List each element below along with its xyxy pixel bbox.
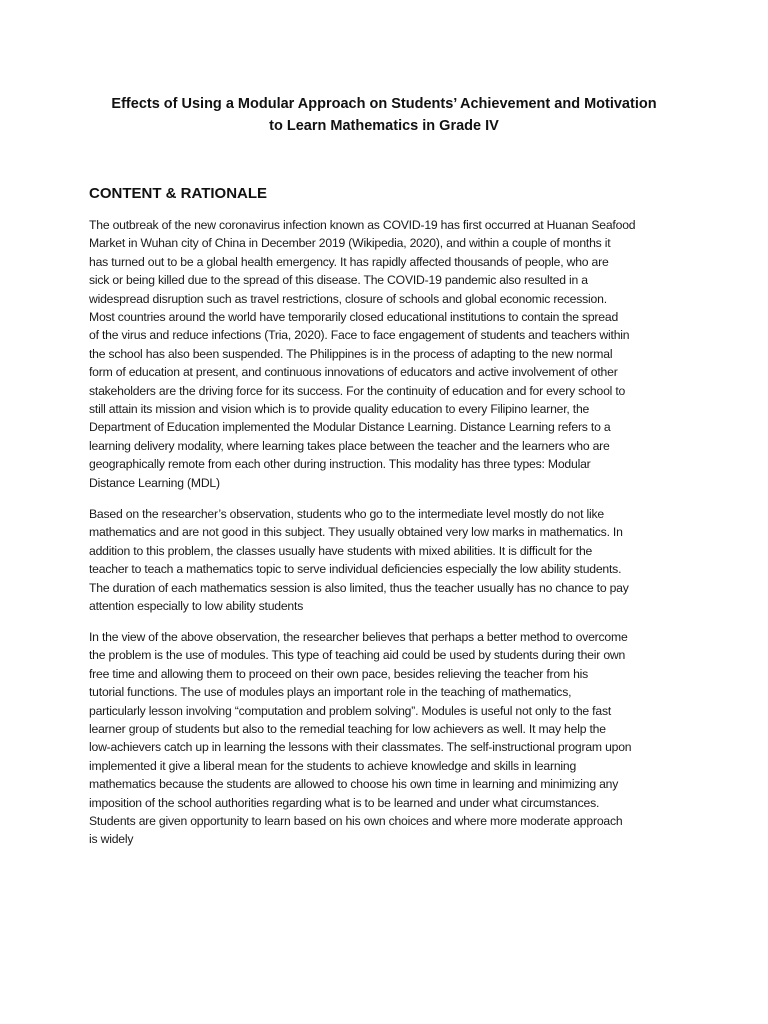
- paragraph-modules: [89, 628, 693, 849]
- text-line: Students are given opportunity to learn based on his own choices and where more moderate approach: [89, 814, 623, 829]
- text-line: the problem is the use of modules. This type of teaching aid could be used by students during their own: [89, 648, 626, 663]
- text-line: widespread disruption such as travel restrictions, closure of schools and global economic recession.: [89, 291, 607, 306]
- text-line: learning delivery modality, where learning takes place between the teacher and the learners who are: [89, 438, 610, 453]
- text-line: particularly lesson involving “computation and problem solving”. Modules is useful not only to the fast: [89, 703, 612, 718]
- text-line: free time and allowing them to proceed on their own pace, besides relieving the teacher from his: [89, 666, 589, 681]
- title-line: to Learn Mathematics in Grade IV: [269, 118, 499, 134]
- text-line: Distance Learning (MDL): [89, 475, 220, 490]
- text-line: attention especially to low ability students: [89, 599, 304, 614]
- paragraph-observation: [89, 505, 693, 615]
- text-line: Department of Education implemented the Modular Distance Learning. Distance Learning refers to a: [89, 420, 611, 435]
- text-line: the school has also been suspended. The Philippines is in the process of adapting to the new normal: [89, 346, 613, 361]
- text-line: The outbreak of the new coronavirus infection known as COVID-19 has first occurred at Huanan Seafood: [89, 218, 636, 232]
- text-line: learner group of students but also to the remedial teaching for low achievers as well. It may help the: [89, 722, 606, 737]
- text-line: low-achievers catch up in learning the lessons with their classmates. The self-instructional program upon: [89, 740, 632, 755]
- document-title: [70, 93, 698, 137]
- text-line: teacher to teach a mathematics topic to serve individual deficiencies especially the low ability students.: [89, 562, 622, 577]
- text-line: Most countries around the world have temporarily closed educational institutions to contain the spread: [89, 310, 619, 325]
- text-line: In the view of the above observation, the researcher believes that perhaps a better method to overcome: [89, 630, 628, 644]
- text-line: addition to this problem, the classes usually have students with mixed abilities. It is difficult for the: [89, 543, 593, 558]
- text-line: of the virus and reduce infections (Tria, 2020). Face to face engagement of students and teachers within: [89, 328, 630, 343]
- text-line: Based on the researcher’s observation, students who go to the intermediate level mostly do not like: [89, 507, 604, 521]
- text-line: tutorial functions. The use of modules plays an important role in the teaching of mathematics,: [89, 685, 572, 700]
- section-heading: CONTENT & RATIONALE: [89, 185, 268, 202]
- text-line: implemented it give a liberal mean for the students to achieve knowledge and skills in learning: [89, 758, 577, 773]
- text-line: form of education at present, and continuous innovations of educators and active involvement of other: [89, 365, 618, 380]
- text-line: imposition of the school authorities regarding what is to be learned and under what circumstances.: [89, 795, 600, 810]
- text-line: has turned out to be a global health emergency. It has rapidly affected thousands of people, who are: [89, 254, 609, 269]
- text-line: geographically remote from each other during instruction. This modality has three types: Modular: [89, 457, 591, 472]
- text-line: sick or being killed due to the spread of this disease. The COVID-19 pandemic also resulted in a: [89, 273, 588, 288]
- text-line: The duration of each mathematics session is also limited, thus the teacher usually has no chance to pay: [89, 580, 629, 595]
- text-line: is widely: [89, 832, 134, 847]
- paragraph-covid-background: [89, 216, 693, 492]
- title-line: Effects of Using a Modular Approach on Students’ Achievement and Motivation: [111, 96, 657, 112]
- text-line: Market in Wuhan city of China in December 2019 (Wikipedia, 2020), and within a couple of months it: [89, 236, 611, 251]
- text-line: stakeholders are the driving force for its success. For the continuity of education and for every school to: [89, 383, 626, 398]
- text-line: mathematics and are not good in this subject. They usually obtained very low marks in mathematics. In: [89, 525, 623, 540]
- text-line: still attain its mission and vision which is to provide quality education to every Filipino learner, the: [89, 402, 590, 417]
- text-line: mathematics because the students are allowed to choose his own time in learning and minimizing any: [89, 777, 619, 792]
